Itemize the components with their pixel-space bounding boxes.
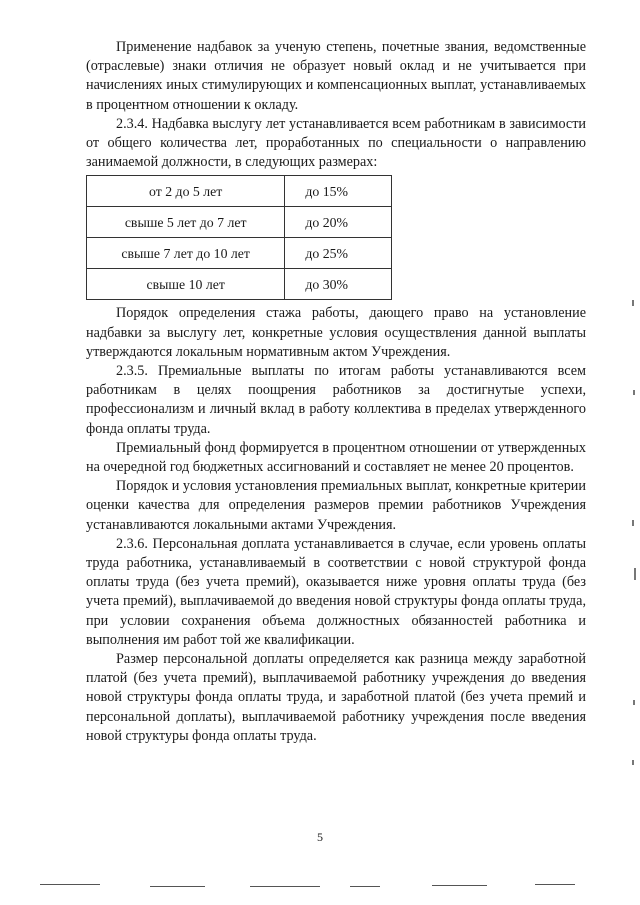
paragraph-2-3-5-bonus-payments: 2.3.5. Премиальные выплаты по итогам работы устанавливаются всем работникам в целях поощрения работников за достигнутые успехи, профессионализм и личный вклад в работу коллектива в пределах утвержденного фонда оплаты труда. <box>86 363 586 437</box>
table-cell-rate: до 20% <box>285 207 392 238</box>
scan-artifact-edge <box>632 300 634 306</box>
scan-artifact-edge <box>632 520 634 526</box>
scan-artifact-edge <box>633 700 635 705</box>
table-cell-period: от 2 до 5 лет <box>87 176 285 207</box>
scan-artifact-line <box>350 886 380 887</box>
paragraph-personal-supplement-amount: Размер персональной доплаты определяется как разница между заработной платой (без учета премий), выплачиваемой работнику учреждения до введения новой структуры фонда оплаты труда, и заработной платой (без учета премий и персональной доплаты), выплачиваемой работнику учреждения после введения новой структуры фонда оплаты труда. <box>86 651 586 744</box>
paragraph-bonus-fund: Премиальный фонд формируется в процентном отношении от утвержденных на очередной год бюджетных ассигнований и составляет не менее 20 процентов. <box>86 439 586 476</box>
paragraph-seniority-procedure: Порядок определения стажа работы, дающего право на установление надбавки за выслугу лет, конкретные условия осуществления данной выплаты утверждаются локальным нормативным актом Учреждения. <box>86 305 586 360</box>
scan-artifact-line <box>40 884 100 885</box>
table-cell-period: свыше 5 лет до 7 лет <box>87 207 285 238</box>
paragraph-2-3-4-seniority-allowance: 2.3.4. Надбавка выслугу лет устанавливается всем работникам в зависимости от общего количества лет, проработанных по специальности о направлению занимаемой должности, в следующих размерах: <box>86 115 586 171</box>
table-cell-rate: до 30% <box>285 269 392 300</box>
table-cell-period: свыше 7 лет до 10 лет <box>87 238 285 269</box>
paragraph-bonus-procedure: Порядок и условия установления премиальных выплат, конкретные критерии оценки качества для определения размеров премии работников Учреждения устанавливаются локальными актами Учреждения. <box>86 478 586 533</box>
scan-artifact-edge <box>634 568 636 580</box>
seniority-allowance-table <box>86 175 392 300</box>
scan-artifact-line <box>535 884 575 885</box>
scan-artifact-edge <box>633 390 635 395</box>
scan-artifact-line <box>150 886 205 887</box>
scan-artifact-line <box>250 886 320 887</box>
table-row <box>87 207 392 238</box>
document-page <box>86 38 586 746</box>
scan-artifact-line <box>432 885 487 886</box>
table-row <box>87 176 392 207</box>
scan-artifact-edge <box>632 760 634 765</box>
table-cell-period: свыше 10 лет <box>87 269 285 300</box>
paragraph-academic-degree-allowance: Применение надбавок за ученую степень, почетные звания, ведомственные (отраслевые) знаки отличия не образует новый оклад и не учитывается при начислениях иных стимулирующих и компенсационных выплат, устанавливаемых в процентном отношении к окладу. <box>86 39 586 113</box>
allowance-table-container <box>86 175 392 300</box>
table-cell-rate: до 15% <box>285 176 392 207</box>
table-cell-rate: до 25% <box>285 238 392 269</box>
paragraph-2-3-6-personal-supplement: 2.3.6. Персональная доплата устанавливается в случае, если уровень оплаты труда работника, устанавливаемый в соответствии с новой структурой фонда оплаты труда (без учета премий), оказывается ниже уровня оплаты труда (без учета премий), выплачиваемой до введения новой структуры фонда оплаты труда, при условии сохранения объема должностных обязанностей работника и выполнения им работ той же квалификации. <box>86 535 586 648</box>
table-row <box>87 269 392 300</box>
page-number: 5 <box>317 830 323 844</box>
table-row <box>87 238 392 269</box>
